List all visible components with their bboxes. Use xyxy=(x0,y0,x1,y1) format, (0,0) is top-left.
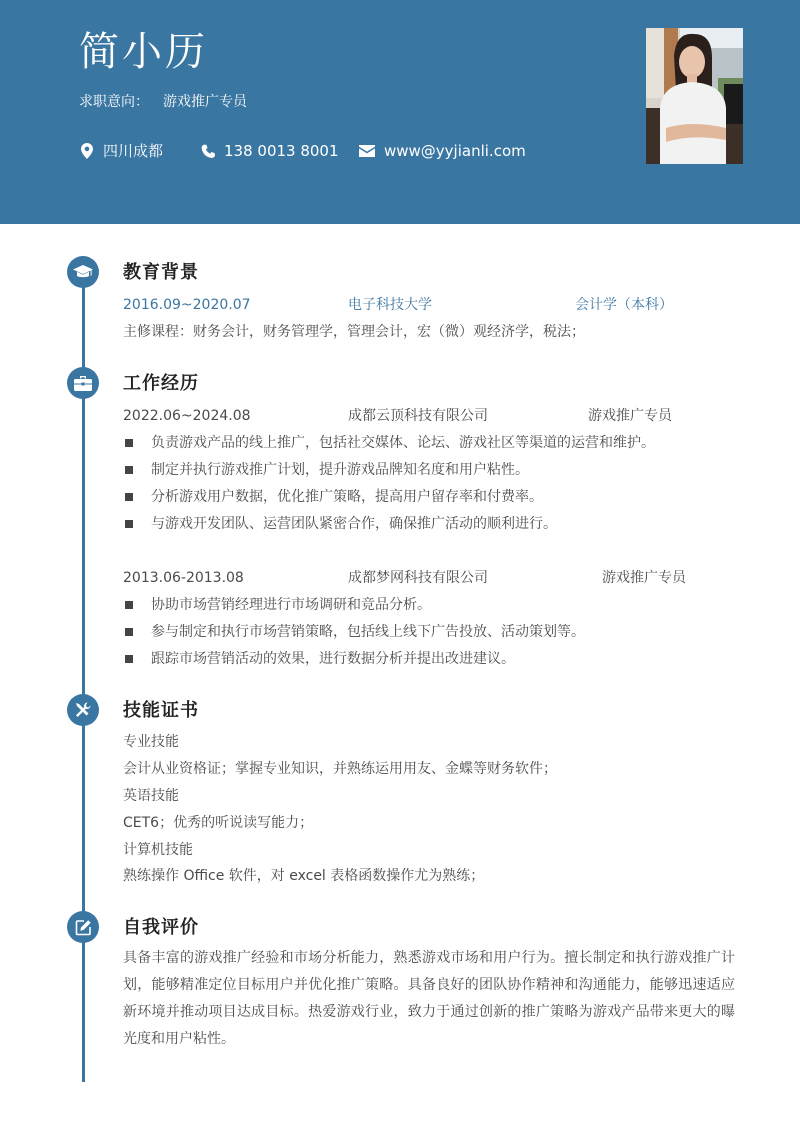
contact-phone xyxy=(200,140,339,162)
job-role: 游戏推广专员 xyxy=(588,408,672,424)
resume-header xyxy=(0,0,800,224)
section-title-self-eval: 自我评价 xyxy=(123,917,199,938)
bullet-square-icon xyxy=(125,520,133,528)
section-title-skills: 技能证书 xyxy=(123,700,199,721)
bullet-square-icon xyxy=(125,493,133,501)
education-courses: 主修课程：财务会计，财务管理学，管理会计，宏（微）观经济学，税法； xyxy=(123,324,585,340)
graduation-cap-icon xyxy=(67,256,99,288)
job-intent xyxy=(79,92,247,112)
phone-icon xyxy=(200,142,216,160)
edit-icon xyxy=(67,911,99,943)
self-eval-text: 具备丰富的游戏推广经验和市场分析能力，熟悉游戏市场和用户行为。擅长制定和执行游戏推广计划，能够精准定位目标用户并优化推广策略。具备良好的团队协作精神和沟通能力，能够迅速适应新环境并推动项目达成目标。热爱游戏行业，致力于通过创新的推广策略为游戏产品带来更大的曝光度和用户粘性。 xyxy=(123,950,735,1047)
education-school: 电子科技大学 xyxy=(348,297,432,313)
bullet-square-icon xyxy=(125,466,133,474)
job-2-header xyxy=(123,568,723,588)
education-row xyxy=(123,295,723,315)
skill-detail: CET6；优秀的听说读写能力； xyxy=(123,815,314,831)
job-period: 2013.06-2013.08 xyxy=(123,570,244,586)
profile-photo xyxy=(646,28,743,164)
bullet-square-icon xyxy=(125,655,133,663)
bullet-square-icon xyxy=(125,601,133,609)
candidate-name: 简小历 xyxy=(79,29,208,75)
job-1-header xyxy=(123,406,723,426)
tools-icon xyxy=(67,694,99,726)
contact-location xyxy=(79,140,163,162)
contact-info xyxy=(79,140,599,162)
job-role: 游戏推广专员 xyxy=(602,570,686,586)
section-title-education: 教育背景 xyxy=(123,262,199,283)
job-company: 成都云顶科技有限公司 xyxy=(348,408,488,424)
location-text: 四川成都 xyxy=(103,142,164,160)
skill-detail: 会计从业资格证；掌握专业知识，并熟练运用用友、金蝶等财务软件； xyxy=(123,761,557,777)
skill-detail: 熟练操作 Office 软件，对 excel 表格函数操作尤为熟练； xyxy=(123,868,485,884)
email-text[interactable]: www@yyjianli.com xyxy=(384,142,526,160)
job-company: 成都梦网科技有限公司 xyxy=(348,570,488,586)
phone-text[interactable]: 138 0013 8001 xyxy=(224,142,339,160)
job-period: 2022.06~2024.08 xyxy=(123,408,251,424)
contact-email xyxy=(358,140,526,162)
skill-category: 计算机技能 xyxy=(123,842,193,858)
briefcase-icon xyxy=(67,367,99,399)
skill-category: 专业技能 xyxy=(123,734,179,750)
job-intent-label: 求职意向： xyxy=(79,94,149,110)
bullet-square-icon xyxy=(125,439,133,447)
section-title-work: 工作经历 xyxy=(123,373,199,394)
map-pin-icon xyxy=(79,142,95,160)
bullet-square-icon xyxy=(125,628,133,636)
envelope-icon xyxy=(358,142,376,160)
education-period: 2016.09~2020.07 xyxy=(123,297,251,313)
skill-category: 英语技能 xyxy=(123,788,179,804)
job-intent-value: 游戏推广专员 xyxy=(163,94,247,110)
education-major: 会计学（本科） xyxy=(575,297,673,313)
